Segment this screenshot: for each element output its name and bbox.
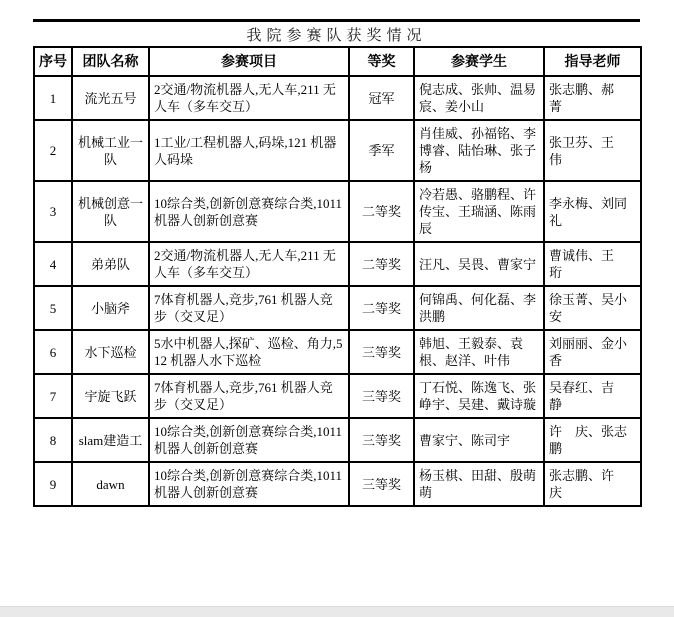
student-names (414, 418, 544, 462)
project-name (149, 181, 349, 242)
row-number-text: 8 (49, 432, 57, 448)
team-name (72, 462, 149, 506)
team-name (72, 242, 149, 286)
student-names-text: 肖佳威、孙福铭、李博睿、陆怡琳、张子杨 (419, 126, 537, 175)
col-header-no: 序号 (34, 47, 72, 76)
student-names-text: 何锦禹、何化磊、李洪鹏 (419, 292, 537, 324)
project-name-text: 5水中机器人,探矿、巡检、角力,512 机器人水下巡检 (154, 336, 343, 368)
project-name-text: 10综合类,创新创意赛综合类,1011 机器人创新创意赛 (154, 468, 343, 500)
team-name-text: 机械创意一队 (77, 195, 143, 228)
page-title: 我院参赛队获奖情况 (246, 28, 427, 44)
project-name (149, 462, 349, 506)
row-number (34, 330, 72, 374)
project-name (149, 76, 349, 120)
project-name (149, 242, 349, 286)
table-row (34, 181, 641, 242)
award-table (33, 46, 642, 507)
row-number (34, 76, 72, 120)
award-level (349, 462, 414, 506)
award-level (349, 330, 414, 374)
col-header-teachers: 指导老师 (544, 47, 641, 76)
row-number-text: 3 (49, 204, 57, 219)
table-row (34, 462, 641, 506)
project-name (149, 286, 349, 330)
teacher-names (544, 242, 641, 286)
team-name-text: 弟弟队 (90, 256, 130, 272)
teacher-names-text: 李永梅、刘同礼 (549, 195, 628, 228)
student-names-text: 冷若愚、骆鹏程、许传宝、王瑞涵、陈雨辰 (419, 187, 537, 236)
award-level-text: 三等奖 (361, 432, 401, 448)
team-name (72, 374, 149, 418)
student-names-text: 汪凡、吴畏、曹家宁 (419, 256, 537, 272)
student-names (414, 286, 544, 330)
row-number (34, 181, 72, 242)
award-level-text: 三等奖 (361, 344, 401, 360)
col-header-project: 参赛项目 (149, 47, 349, 76)
award-level-text: 二等奖 (361, 256, 401, 272)
table-row (34, 242, 641, 286)
student-names (414, 374, 544, 418)
award-level-text: 二等奖 (361, 300, 401, 316)
top-rule (33, 19, 640, 22)
award-level (349, 374, 414, 418)
project-name (149, 330, 349, 374)
team-name (72, 120, 149, 181)
table-header-row (34, 47, 641, 76)
teacher-names (544, 330, 641, 374)
teacher-names-text: 刘丽丽、金小香 (549, 336, 628, 368)
row-number (34, 120, 72, 181)
team-name-text: 水下巡检 (84, 344, 137, 360)
award-table-body (34, 76, 641, 506)
award-level-text: 冠军 (368, 90, 395, 106)
project-name (149, 418, 349, 462)
row-number (34, 286, 72, 330)
col-header-team: 团队名称 (72, 47, 149, 76)
student-names (414, 462, 544, 506)
team-name-text: dawn (96, 476, 125, 492)
teacher-names (544, 76, 641, 120)
teacher-names (544, 286, 641, 330)
student-names-text: 倪志成、张帅、温易宸、姜小山 (419, 82, 537, 114)
row-number-text: 6 (49, 344, 57, 360)
row-number-text: 7 (49, 388, 57, 404)
teacher-names-text: 徐玉菁、吴小安 (549, 292, 628, 324)
project-name-text: 2交通/物流机器人,无人车,211 无人车（多车交互） (154, 248, 336, 280)
student-names-text: 杨玉棋、田甜、殷萌萌 (419, 468, 537, 500)
student-names-text: 曹家宁、陈司宇 (419, 432, 511, 448)
team-name (72, 286, 149, 330)
project-name (149, 374, 349, 418)
student-names (414, 76, 544, 120)
award-level (349, 242, 414, 286)
row-number-text: 4 (49, 256, 57, 272)
student-names (414, 181, 544, 242)
teacher-names (544, 120, 641, 181)
award-level (349, 120, 414, 181)
table-row (34, 120, 641, 181)
student-names (414, 120, 544, 181)
row-number (34, 418, 72, 462)
team-name-text: 宇旋飞跃 (84, 388, 137, 404)
row-number (34, 242, 72, 286)
row-number (34, 374, 72, 418)
team-name (72, 418, 149, 462)
team-name (72, 76, 149, 120)
row-number-text: 1 (49, 90, 57, 106)
award-level-text: 二等奖 (361, 204, 401, 219)
teacher-names-text: 吴春红、吉 静 (549, 380, 628, 412)
project-name-text: 10综合类,创新创意赛综合类,1011 机器人创新创意赛 (154, 424, 343, 456)
project-name-text: 10综合类,创新创意赛综合类,1011 机器人创新创意赛 (154, 195, 343, 228)
project-name (149, 120, 349, 181)
bottom-gray-bar (0, 606, 674, 617)
project-name-text: 2交通/物流机器人,无人车,211 无人车（多车交互） (154, 82, 336, 114)
teacher-names (544, 374, 641, 418)
teacher-names (544, 181, 641, 242)
award-level (349, 76, 414, 120)
award-level-text: 三等奖 (361, 388, 401, 404)
award-level-text: 季军 (368, 143, 395, 158)
team-name-text: 机械工业一队 (77, 134, 143, 167)
table-row (34, 76, 641, 120)
team-name (72, 330, 149, 374)
teacher-names-text: 许 庆、张志鹏 (549, 424, 628, 456)
student-names-text: 丁石悦、陈逸飞、张峥宇、吴建、戴诗璇 (419, 380, 537, 412)
award-level (349, 286, 414, 330)
table-row (34, 418, 641, 462)
award-level-text: 三等奖 (361, 476, 401, 492)
team-name (72, 181, 149, 242)
row-number-text: 5 (49, 300, 57, 316)
teacher-names-text: 张志鹏、郝 菁 (549, 82, 628, 114)
table-row (34, 286, 641, 330)
project-name-text: 7体育机器人,竞步,761 机器人竞步（交叉足） (154, 292, 333, 324)
table-row (34, 374, 641, 418)
teacher-names-text: 曹诚伟、王 珩 (549, 248, 628, 280)
col-header-students: 参赛学生 (414, 47, 544, 76)
team-name-text: 流光五号 (84, 90, 137, 106)
table-row (34, 330, 641, 374)
teacher-names-text: 张卫芬、王 伟 (549, 134, 628, 167)
row-number-text: 2 (49, 143, 57, 158)
project-name-text: 7体育机器人,竞步,761 机器人竞步（交叉足） (154, 380, 333, 412)
project-name-text: 1工业/工程机器人,码垛,121 机器人码垛 (154, 134, 337, 167)
student-names (414, 330, 544, 374)
teacher-names (544, 418, 641, 462)
award-level (349, 418, 414, 462)
student-names (414, 242, 544, 286)
award-level (349, 181, 414, 242)
student-names-text: 韩旭、王毅泰、袁根、赵洋、叶伟 (419, 336, 524, 368)
row-number-text: 9 (49, 476, 57, 492)
team-name-text: 小脑斧 (90, 300, 130, 316)
row-number (34, 462, 72, 506)
team-name-text: slam建造工 (78, 432, 143, 448)
teacher-names (544, 462, 641, 506)
col-header-award: 等奖 (349, 47, 414, 76)
teacher-names-text: 张志鹏、许 庆 (549, 468, 628, 500)
